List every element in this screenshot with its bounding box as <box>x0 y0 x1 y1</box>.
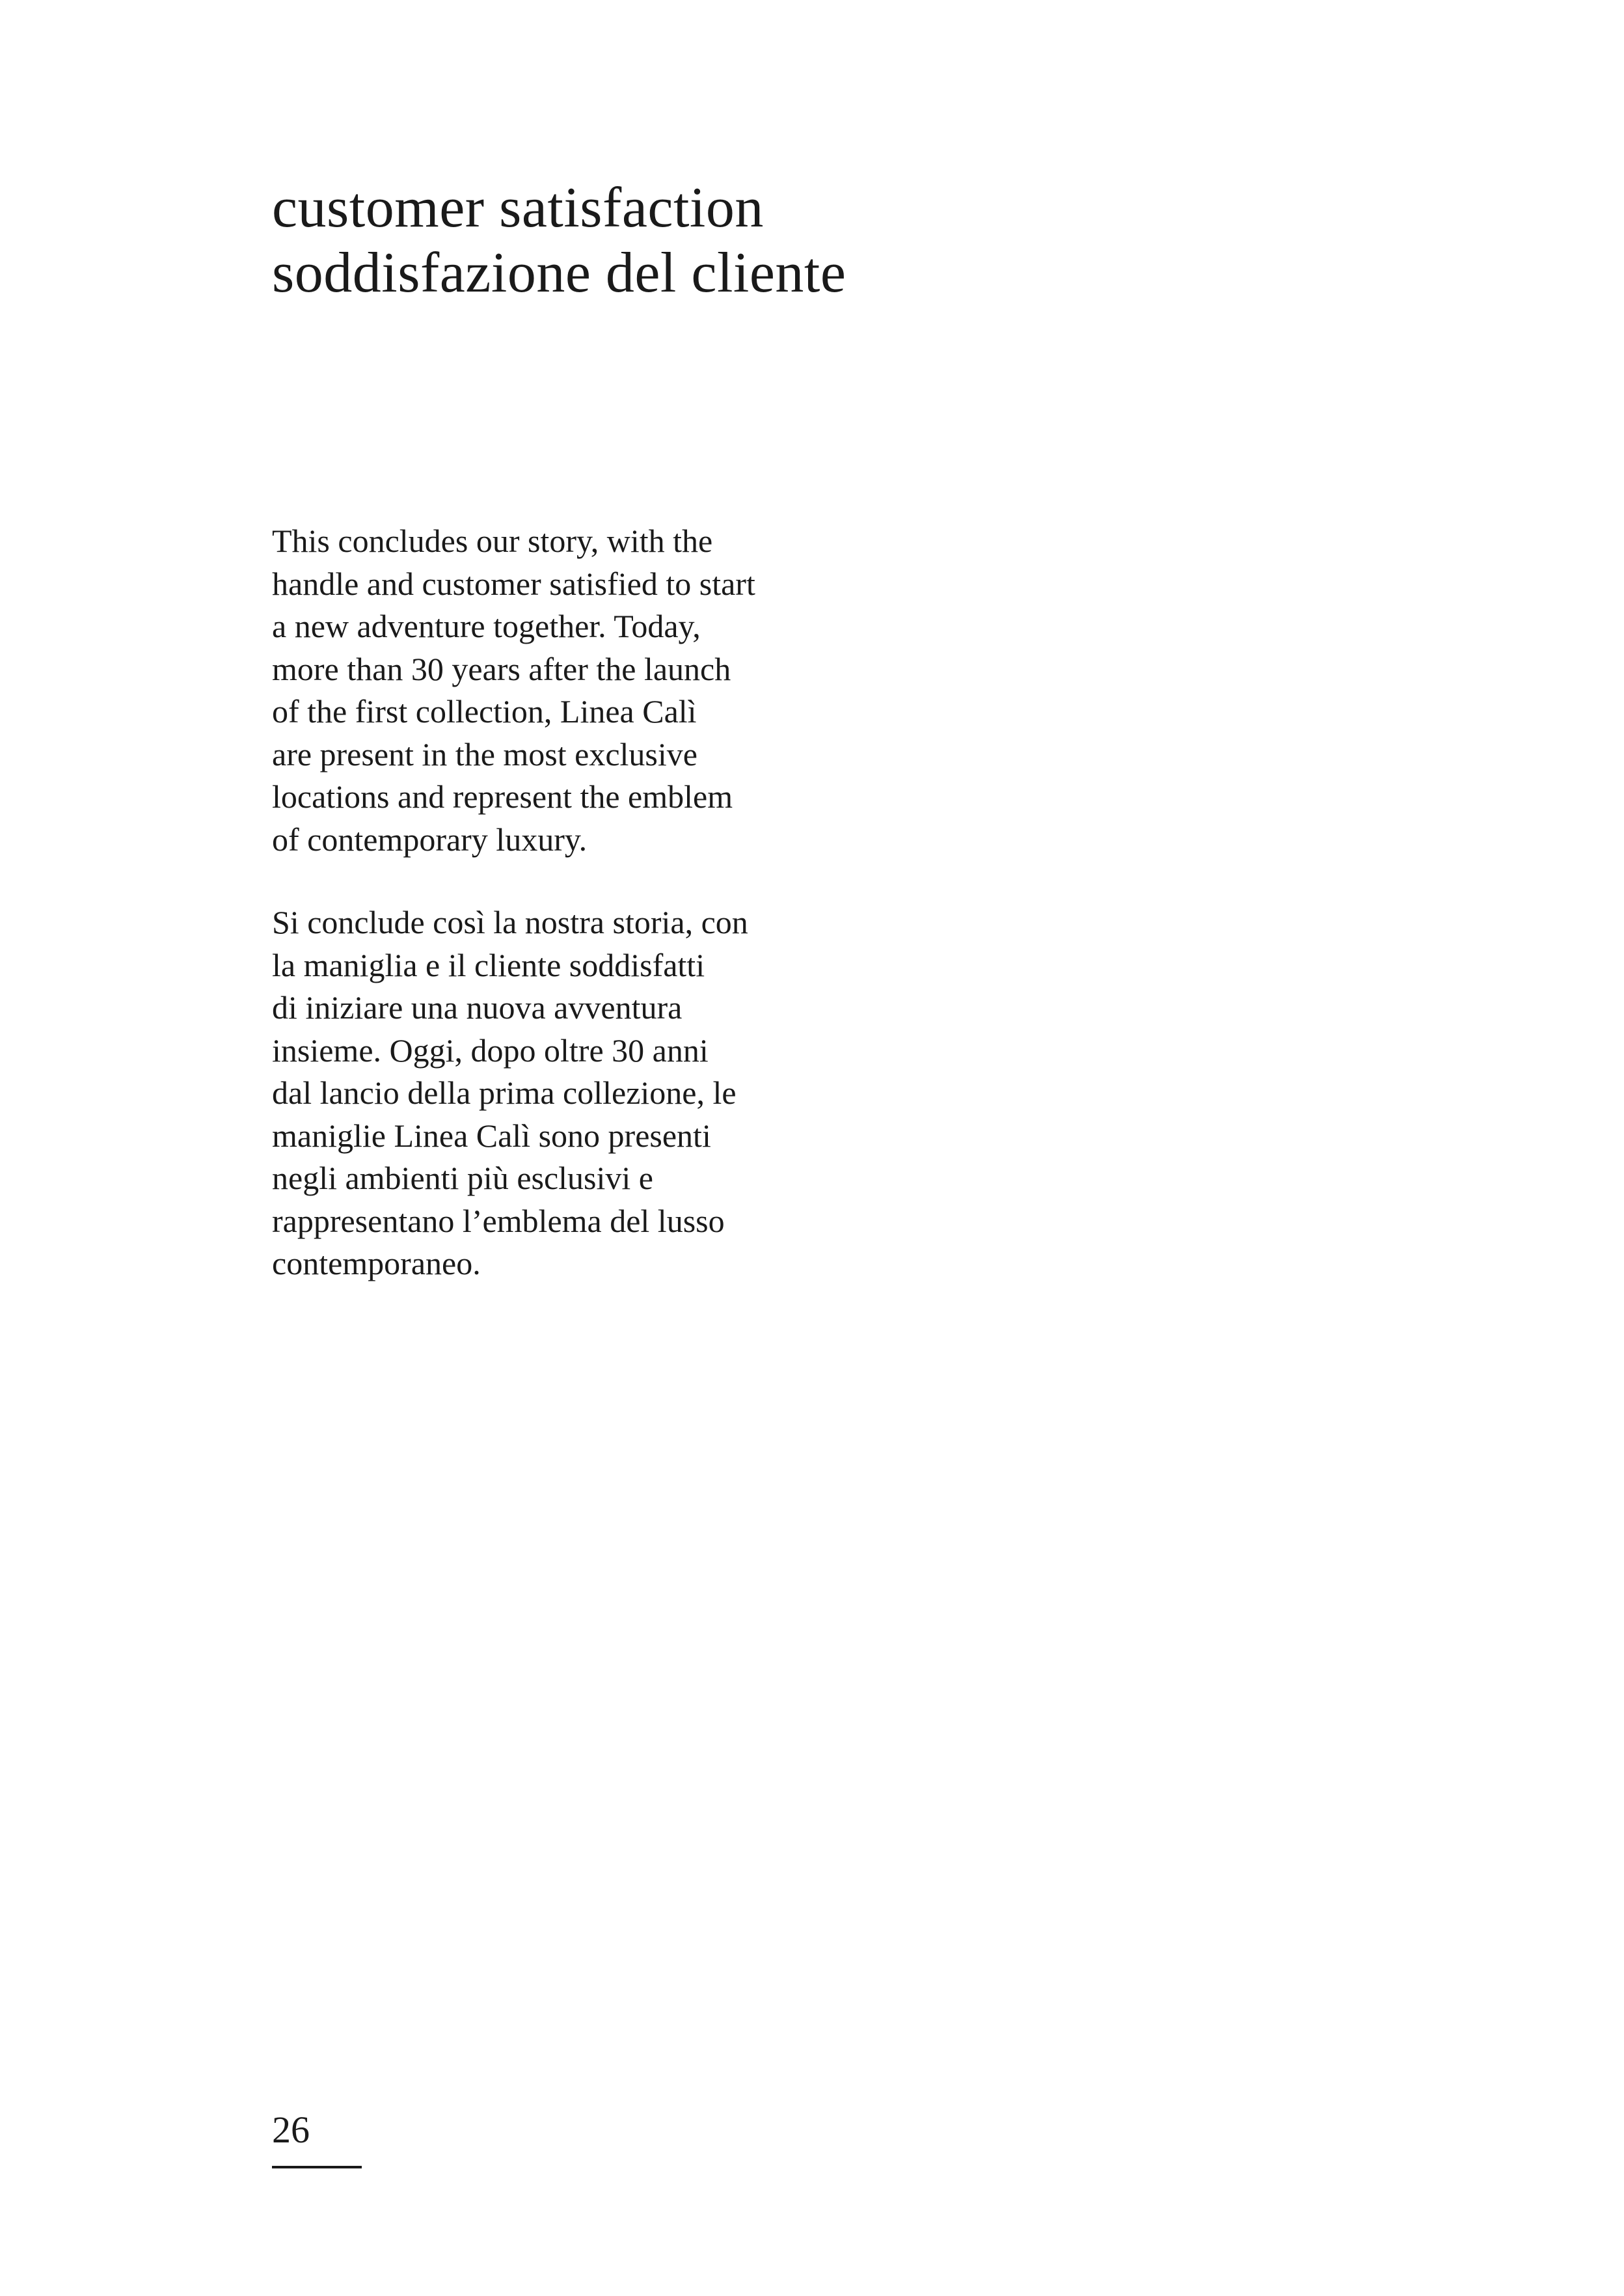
page-number: 26 <box>272 2109 310 2151</box>
paragraph-line: contemporaneo. <box>272 1245 481 1281</box>
paragraph-line: a new adventure together. Today, <box>272 608 701 644</box>
paragraph-line: This concludes our story, with the <box>272 523 713 559</box>
paragraph-line: handle and customer satisfied to start <box>272 565 755 602</box>
paragraph-line: are present in the most exclusive <box>272 735 697 772</box>
paragraph-line: di iniziare una nuova avventura <box>272 989 683 1026</box>
paragraph-line: more than 30 years after the launch <box>272 650 731 687</box>
title-italian: soddisfazione del cliente <box>272 241 846 305</box>
paragraph-line: insieme. Oggi, dopo oltre 30 anni <box>272 1032 709 1069</box>
paragraph-line: Si conclude così la nostra storia, con <box>272 904 748 940</box>
page-number-underline <box>272 2166 362 2168</box>
paragraph-line: of the first collection, Linea Calì <box>272 693 697 730</box>
paragraph-line: la maniglia e il cliente soddisfatti <box>272 946 705 983</box>
title-english: customer satisfaction <box>272 176 764 239</box>
paragraph-line: negli ambienti più esclusivi e <box>272 1160 653 1196</box>
paragraph-line: dal lancio della prima collezione, le <box>272 1074 737 1111</box>
paragraph-line: maniglie Linea Calì sono presenti <box>272 1117 711 1154</box>
page-title <box>272 176 1183 306</box>
paragraph-italian <box>272 901 858 1285</box>
paragraph-english <box>272 520 858 861</box>
paragraph-line: locations and represent the emblem <box>272 778 733 815</box>
paragraph-line: of contemporary luxury. <box>272 821 588 858</box>
paragraph-line: rappresentano l’emblema del lusso <box>272 1202 725 1239</box>
